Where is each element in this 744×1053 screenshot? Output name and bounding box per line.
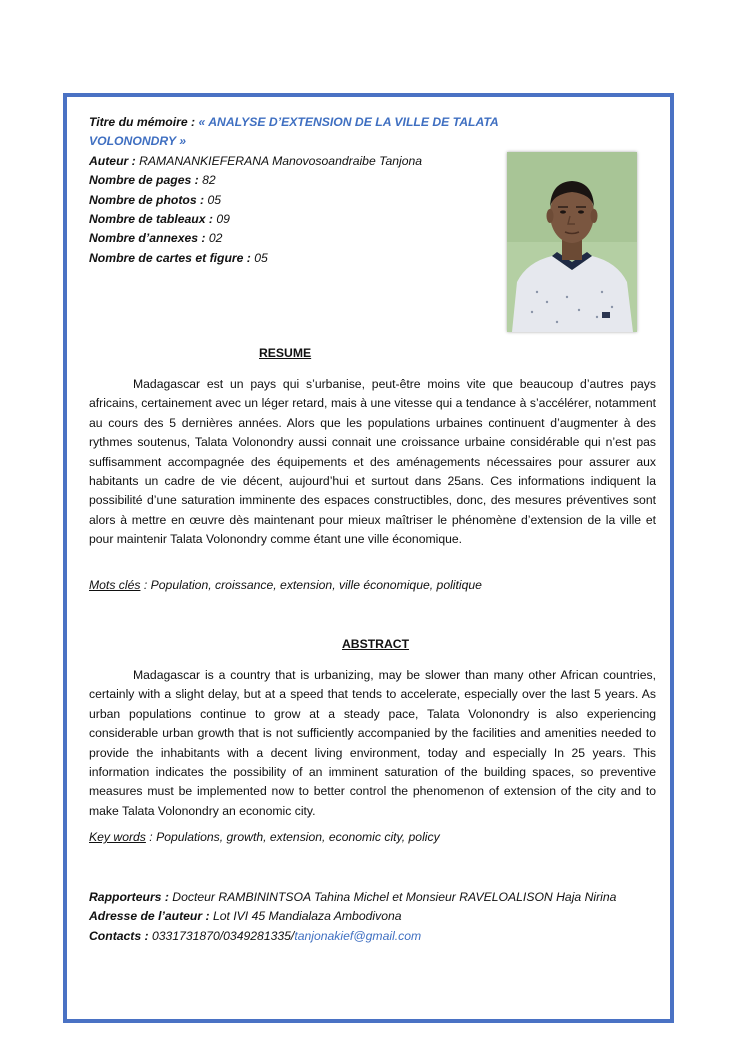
- abstract-keywords-label: Key words: [89, 830, 146, 844]
- address-value: Lot IVI 45 Mandialaza Ambodivona: [212, 909, 402, 924]
- title-value-line1: « ANALYSE D’EXTENSION DE LA VILLE DE TALATA: [198, 115, 499, 129]
- pages-label: Nombre de pages :: [89, 173, 199, 188]
- annexes-label: Nombre d’annexes :: [89, 231, 206, 246]
- contacts-line: [89, 927, 656, 946]
- contacts-phones: 0331731870/0349281335/: [151, 928, 295, 943]
- maps-label: Nombre de cartes et figure :: [89, 250, 251, 265]
- resume-heading: RESUME: [259, 346, 312, 360]
- address-line: [89, 907, 656, 926]
- pages-value: 82: [202, 173, 216, 188]
- title-value-line2: VOLONONDRY »: [89, 134, 187, 149]
- resume-keywords-label: Mots clés: [89, 578, 141, 592]
- annexes-value: 02: [208, 231, 223, 246]
- author-portrait-icon: [507, 152, 637, 332]
- footer-block: [89, 888, 656, 946]
- title-label: Titre du mémoire :: [89, 115, 196, 129]
- title-line: [89, 113, 656, 132]
- author-label: Auteur :: [89, 153, 136, 168]
- abstract-keywords: [89, 830, 656, 844]
- abstract-paragraph: Madagascar is a country that is urbanizing, may be slower than many other African countries, certainly with a slight delay, but at a speed that tends to accelerate, especially over the last 5 years. As urban populations continue to grow at a steady pace, Talata Volonondry is also experiencing considerable urban growth that is not sufficiently accompanied by the facilities and amenities needed to provide the inhabitants with a decent living environment, today and especially In 25 years. This information indicates the possibility of an imminent saturation of the building spaces, so preventive measures must be implemented now to better control the phenomenon of extension of the city and to make Talata Volonondry an economic city.: [89, 668, 656, 818]
- contacts-email-link[interactable]: tanjonakief@gmail.com: [294, 928, 422, 943]
- reporters-label: Rapporteurs :: [89, 890, 169, 904]
- reporters-line: [89, 888, 656, 907]
- abstract-heading: ABSTRACT: [342, 637, 410, 651]
- photos-label: Nombre de photos :: [89, 192, 205, 207]
- address-label: Adresse de l’auteur :: [89, 909, 210, 924]
- tables-label: Nombre de tableaux :: [89, 212, 213, 227]
- abstract-keywords-value: : Populations, growth, extension, economic city, policy: [145, 830, 440, 844]
- tables-value: 09: [216, 212, 230, 227]
- resume-paragraph: Madagascar est un pays qui s’urbanise, peut-être moins vite que beaucoup d’autres pays africains, certainement avec un léger retard, mais à une vitesse qui a tendance à s’accélérer, notamment au cours des 5 dernières années. Alors que les populations urbaines continuent d’augmenter à des rythmes soutenus, Talata Volonondry aussi connait une croissance urbaine considérable qui n’est pas suffisamment accompagnée des équipements et des aménagements nécessaires pour assurer aux habitants un cadre de vie décent, aujourd’hui et surtout dans 25ans. Ces informations indiquent la possibilité d’une saturation imminente des espaces constructibles, donc, des mesures préventives sont alors à mettre en œuvre dès maintenant pour mieux maîtriser le phénomène d’extension de la ville et pour maintenir Talata Volonondry comme étant une ville économique.: [89, 377, 656, 547]
- contacts-label: Contacts :: [89, 928, 149, 943]
- title-line-2: [89, 132, 656, 151]
- resume-keywords-value: : Population, croissance, extension, ville économique, politique: [140, 578, 482, 592]
- maps-value: 05: [254, 250, 268, 265]
- author-portrait-photo: [507, 152, 637, 332]
- reporters-value: Docteur RAMBININTSOA Tahina Michel et Monsieur RAVELOALISON Haja Nirina: [172, 890, 617, 904]
- photos-value: 05: [207, 192, 222, 207]
- resume-keywords: [89, 578, 656, 592]
- author-value: RAMANANKIEFERANA Manovosoandraibe Tanjona: [139, 153, 423, 168]
